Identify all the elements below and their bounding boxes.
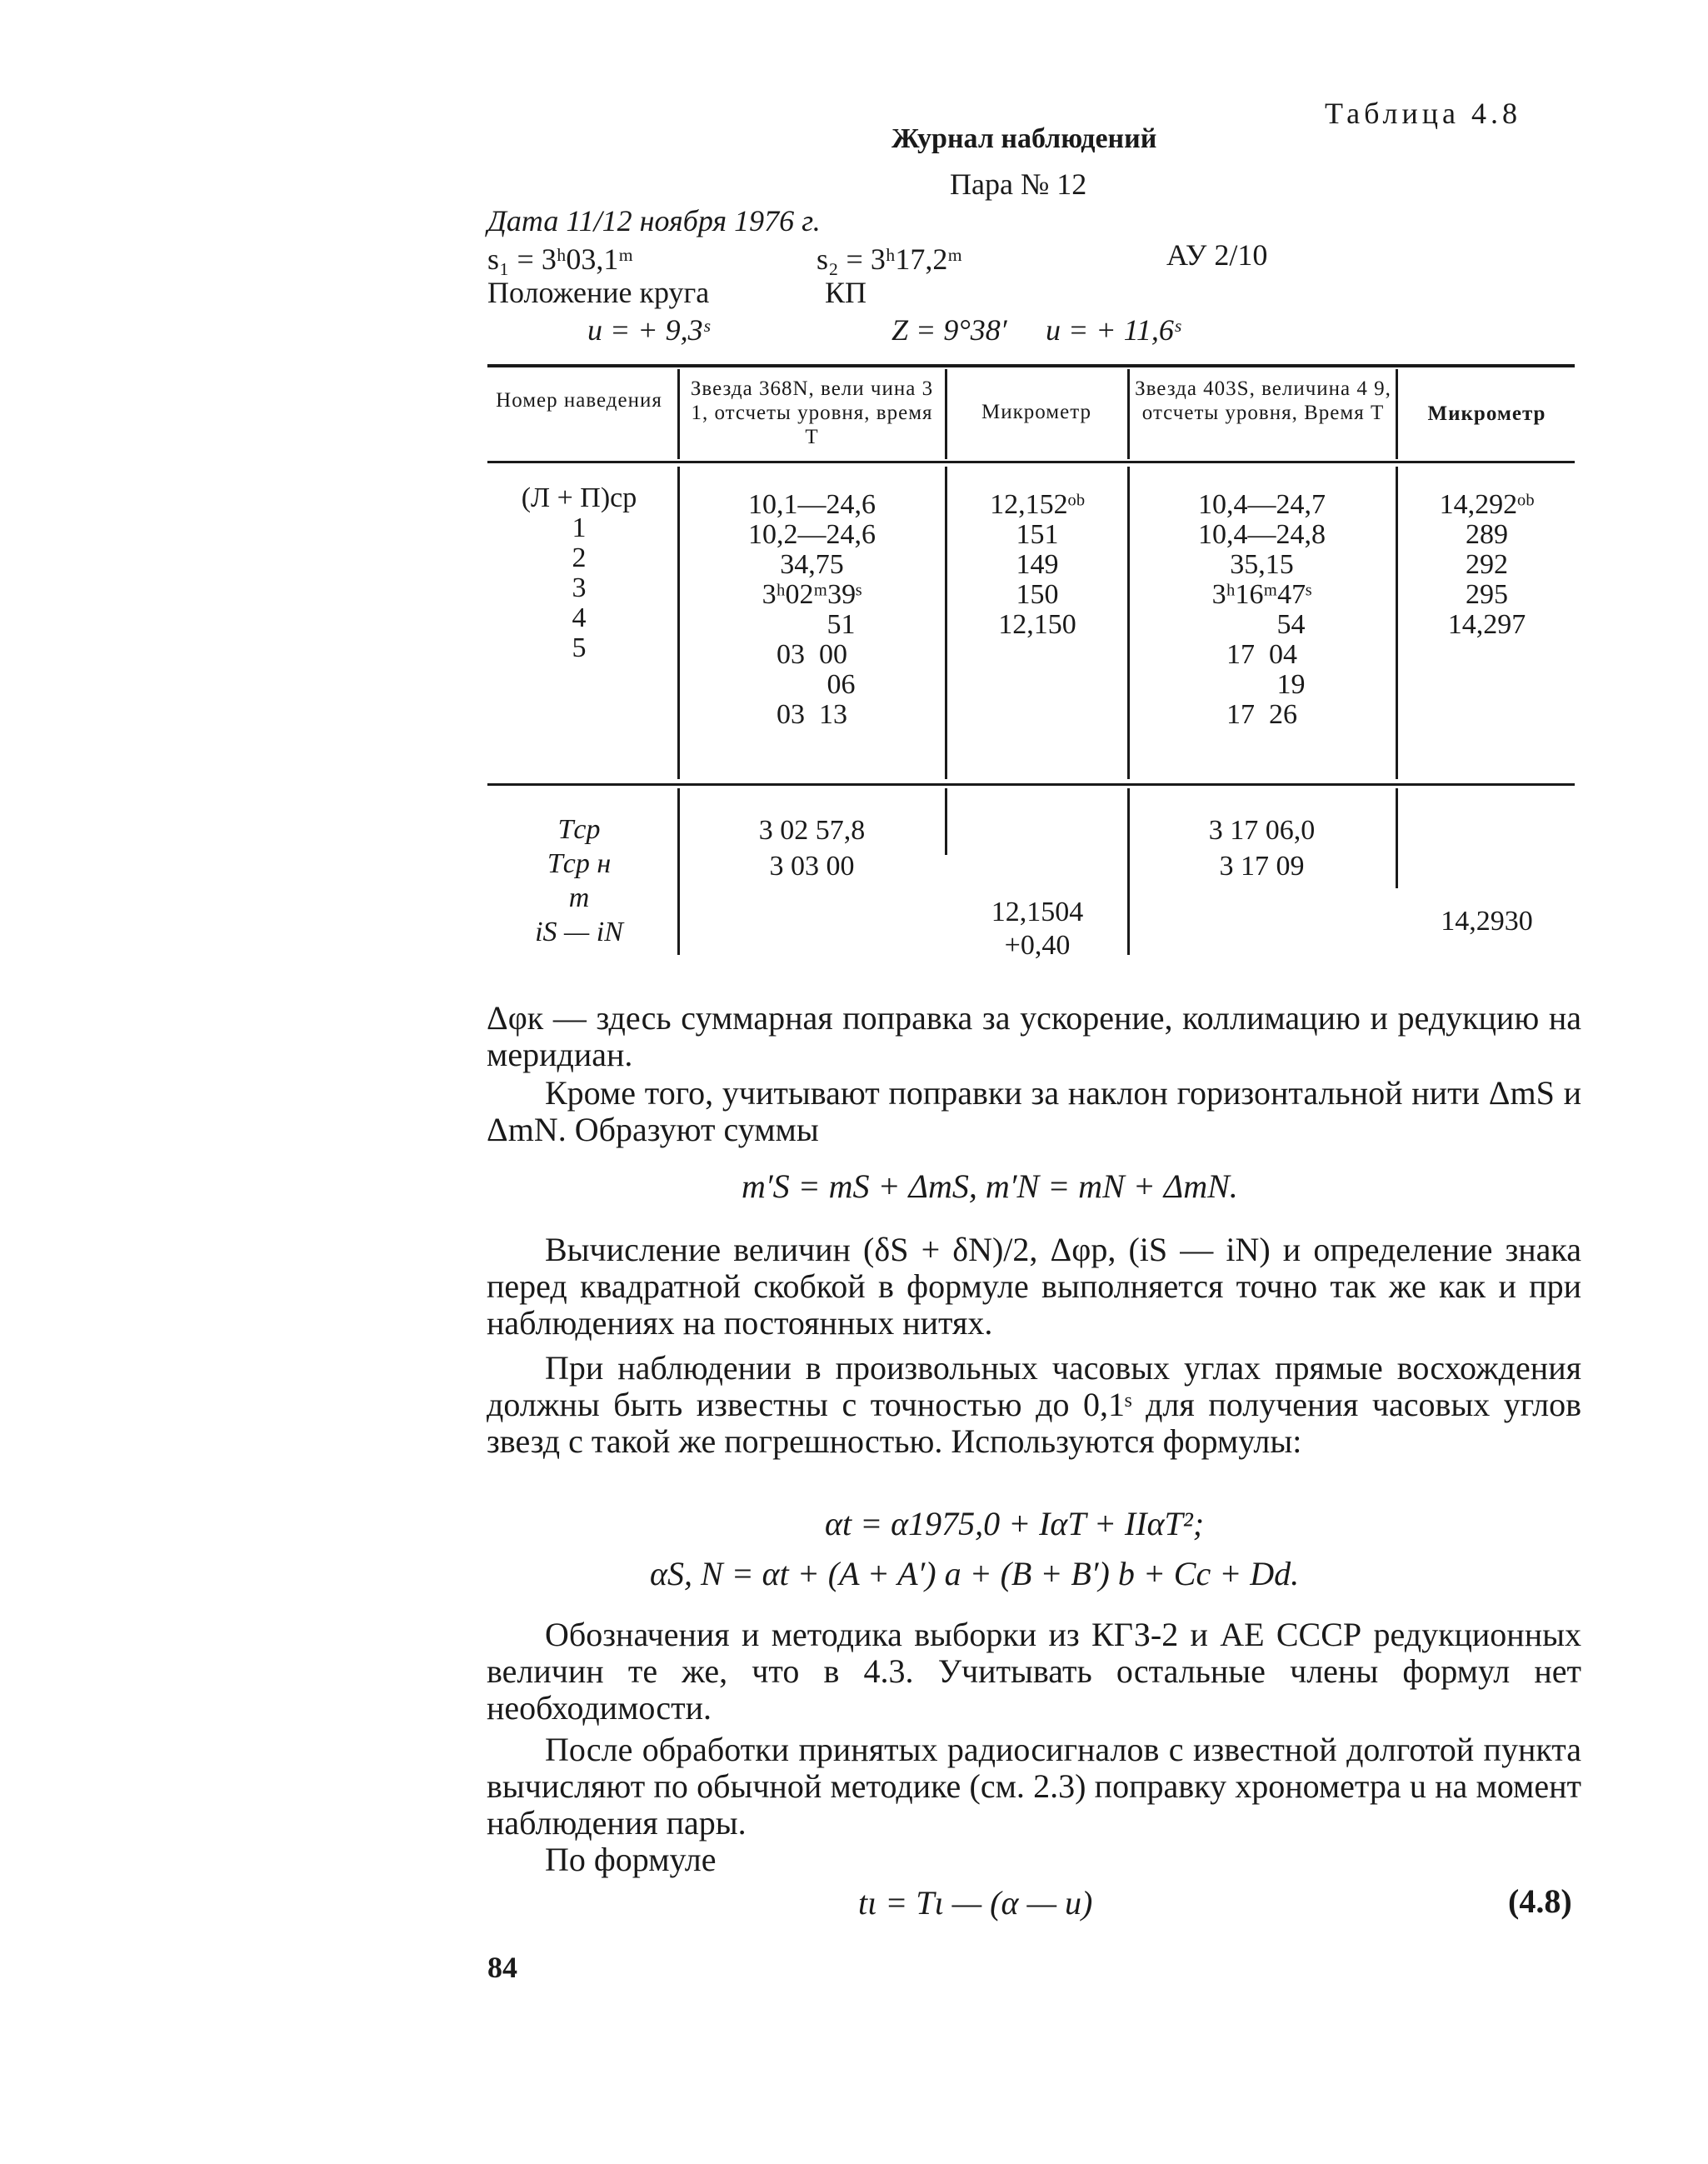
s2-value: s₂ = 3ʰ17,2ᵐ: [817, 242, 963, 276]
paragraph-4: При наблюдении в произвольных часовых углах прямые восхождения должны быть известны с точностью до 0,1ˢ для получения часовых углов звезд с такой же погрешностью. Используются формулы:: [487, 1349, 1581, 1460]
table-header-rule: [487, 461, 1575, 463]
circle-position-label: Положение круга: [487, 276, 710, 309]
table-cell: 2: [572, 542, 587, 573]
table-cell: 12,150: [998, 609, 1076, 640]
table-divider-1c: [677, 788, 680, 955]
table-cell: 289: [1466, 519, 1508, 550]
paragraph-1: Δφк — здесь суммарная поправка за ускорение, коллимацию и редукцию на меридиан.: [487, 999, 1581, 1073]
table-cell: 295: [1466, 579, 1508, 610]
table-cell: 150: [1016, 579, 1059, 610]
paragraph-3: Вычисление величин (δS + δN)/2, Δφр, (iS — iN) и определение знака перед квадратной скобкой в формуле выполняется точно так же как и при наблюдениях на постоянных нитях.: [487, 1231, 1581, 1342]
table-cell: 17 04: [1226, 639, 1297, 670]
summary-star2-times: [1135, 812, 1389, 884]
table-cell: 19: [1276, 669, 1306, 700]
summary-cell: 3 17 06,0: [1208, 815, 1316, 846]
circle-position-value: КП: [825, 276, 867, 309]
page-number: 84: [487, 1951, 517, 1984]
paragraph-6: После обработки принятых радиосигналов с известной долготой пункта вычисляют по обычной методике (см. 2.3) поправку хронометра u на момент наблюдения пары.: [487, 1731, 1581, 1842]
column-observation-number: [492, 482, 667, 663]
header-observation-number: Номер наведения: [496, 389, 662, 412]
summary-labels: [492, 812, 667, 949]
table-divider-2b: [945, 467, 947, 779]
table-cell: (Л + П)ср: [521, 482, 637, 513]
summary-label: m: [568, 882, 590, 913]
table-cell: 5: [572, 632, 587, 663]
table-cell: 151: [1016, 519, 1059, 550]
summary-cell: 3 17 09: [1219, 851, 1305, 882]
table-cell: 34,75: [780, 549, 844, 580]
column-micrometer-1: [954, 490, 1121, 640]
z-value: Z = 9°38′: [891, 313, 1007, 347]
table-cell: 10,1—24,6: [748, 489, 876, 520]
table-cell: 51: [827, 609, 856, 640]
table-cell: 14,297: [1447, 609, 1526, 640]
header-star-403s: Звезда 403S, величина 4 9, отсчеты уровня, Время T: [1135, 377, 1391, 424]
table-cell: 03 13: [777, 699, 847, 730]
table-top-rule: [487, 364, 1575, 367]
table-cell: 54: [1276, 609, 1306, 640]
equation-alpha-t: αt = α1975,0 + IαT + IIαT²;: [825, 1505, 1205, 1542]
table-cell: 4: [572, 602, 587, 633]
table-divider-3: [1127, 369, 1130, 459]
table-cell: 1: [572, 512, 587, 543]
table-cell: 3ʰ16ᵐ47ˢ: [1211, 579, 1312, 610]
u-value-1: u = + 9,3ˢ: [587, 313, 710, 347]
summary-cell: 12,1504: [991, 897, 1084, 927]
table-divider-2: [945, 369, 947, 459]
summary-cell: 14,2930: [1441, 906, 1533, 937]
table-cell: 06: [827, 669, 856, 700]
table-divider-4c: [1396, 788, 1398, 888]
table-divider-1: [677, 369, 680, 459]
table-cell: 3ʰ02ᵐ39ˢ: [762, 579, 862, 610]
table-divider-3c: [1127, 788, 1130, 955]
table-cell: 12,152ᵒᵇ: [990, 489, 1085, 520]
summary-label: iS — iN: [535, 917, 623, 947]
summary-cell: 3 03 00: [769, 851, 855, 882]
table-divider-3b: [1127, 467, 1130, 779]
table-cell: 3: [572, 572, 587, 603]
table-cell: 17 26: [1226, 699, 1297, 730]
equation-sums: m′S = mS + ΔmS, m′N = mN + ΔmN.: [742, 1167, 1238, 1205]
equation-number: (4.8): [1508, 1882, 1572, 1920]
paragraph-5: Обозначения и методика выборки из КГЗ-2 и АЕ СССР редукционных величин те же, что в 4.3. Учитывать остальные члены формул нет необходимости.: [487, 1616, 1581, 1727]
summary-micrometer-1: [954, 896, 1121, 962]
table-cell: 35,15: [1230, 549, 1294, 580]
table-cell: 14,292ᵒᵇ: [1439, 489, 1535, 520]
s1-value: s₁ = 3ʰ03,1ᵐ: [487, 242, 634, 276]
observation-date: Дата 11/12 ноября 1976 г.: [487, 204, 821, 237]
instrument-label: АУ 2/10: [1166, 238, 1268, 272]
table-middle-rule: [487, 783, 1575, 786]
pair-number: Пара № 12: [950, 167, 1087, 201]
table-divider-4: [1396, 369, 1398, 459]
table-divider-2c: [945, 788, 947, 855]
column-star-368n: [685, 490, 939, 730]
summary-label: Tср н: [547, 848, 612, 879]
equation-alpha-sn: αS, N = αt + (A + A′) a + (B + B′) b + Cc + Dd.: [650, 1555, 1300, 1592]
paragraph-7: По формуле: [545, 1841, 717, 1878]
equation-4-8: tι = Tι — (α — u): [858, 1884, 1093, 1922]
summary-cell: 3 02 57,8: [758, 815, 866, 846]
table-cell: 03 00: [777, 639, 847, 670]
column-micrometer-2: [1401, 490, 1572, 640]
table-cell: 10,4—24,7: [1198, 489, 1326, 520]
header-micrometer-1: Микрометр: [981, 401, 1091, 423]
summary-star1-times: [685, 812, 939, 884]
table-cell: 292: [1466, 549, 1508, 580]
summary-cell: +0,40: [1004, 930, 1071, 961]
header-micrometer-2: Микрометр: [1427, 402, 1546, 425]
table-cell: 10,2—24,6: [748, 519, 876, 550]
header-star-368n: Звезда 368N, вели чина 3 1, отсчеты уровня, время T: [690, 377, 934, 448]
table-divider-1b: [677, 467, 680, 779]
table-label: Таблица 4.8: [1325, 97, 1521, 130]
summary-micrometer-2: [1401, 907, 1572, 937]
column-star-403s: [1135, 490, 1389, 730]
journal-title: Журнал наблюдений: [891, 123, 1157, 154]
table-cell: 10,4—24,8: [1198, 519, 1326, 550]
table-divider-4b: [1396, 467, 1398, 779]
paragraph-2: Кроме того, учитывают поправки за наклон горизонтальной нити ΔmS и ΔmN. Образуют суммы: [487, 1074, 1581, 1148]
summary-label: Tср: [557, 814, 601, 845]
table-cell: 149: [1016, 549, 1059, 580]
u-value-2: u = + 11,6ˢ: [1046, 313, 1181, 347]
